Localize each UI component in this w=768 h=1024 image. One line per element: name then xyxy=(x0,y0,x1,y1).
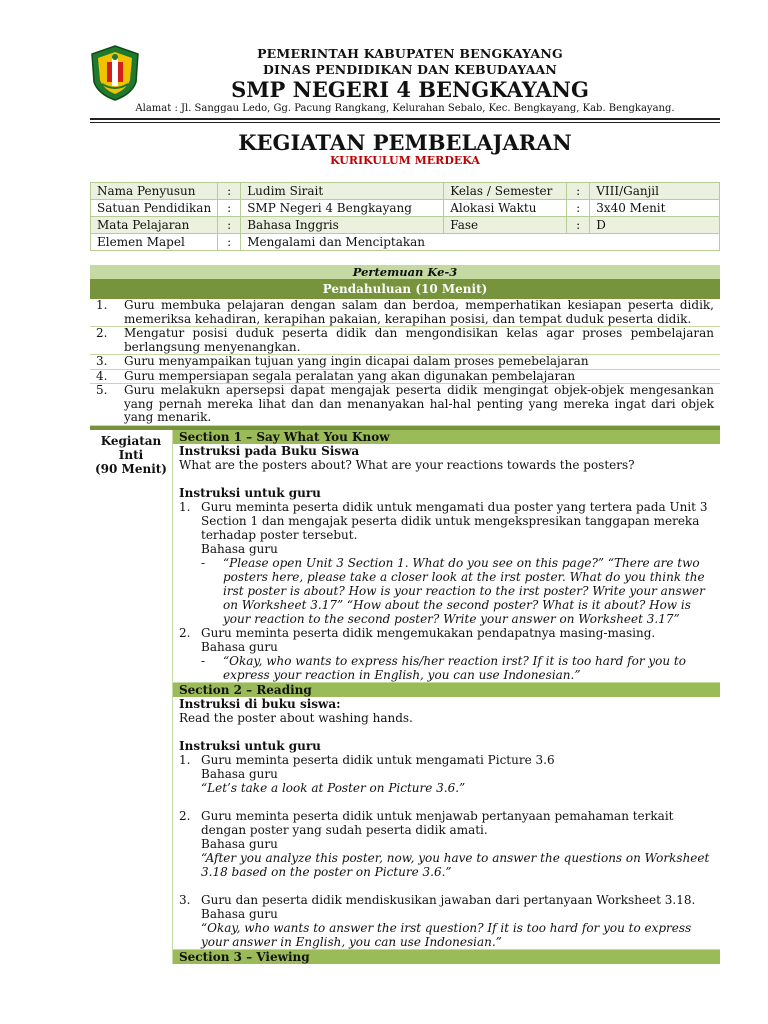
value-cell: Bahasa Inggris xyxy=(241,217,444,234)
label-cell: Satuan Pendidikan xyxy=(91,200,218,217)
value-cell: Ludim Sirait xyxy=(241,183,444,200)
core-duration: (90 Menit) xyxy=(95,461,167,476)
item-number: 4. xyxy=(96,368,108,383)
colon-cell: : xyxy=(218,200,241,217)
student-instruction-heading: Instruksi di buku siswa: xyxy=(179,696,341,711)
value-cell: Mengalami dan Menciptakan xyxy=(241,234,720,251)
header-rule-thin xyxy=(90,122,720,123)
table-row xyxy=(91,200,720,217)
student-instruction-heading: Instruksi pada Buku Siswa xyxy=(179,443,360,458)
label-cell: Nama Penyusun xyxy=(91,183,218,200)
activity-table xyxy=(90,265,720,964)
colon-cell: : xyxy=(218,183,241,200)
identity-table xyxy=(90,182,720,251)
colon-cell: : xyxy=(567,183,590,200)
item-text: Guru dan peserta didik mendiskusikan jawaban dari pertanyaan Worksheet 3.18. xyxy=(201,892,696,907)
quote-text: “Please open Unit 3 Section 1. What do you see on this page?” “There are two posters here, please take a closer look at the irst poster. What do you think the irst poster is about? How is your reaction to the irst poster? Write your answer on Worksheet 3.17” “How about the second poster? What is it about? How is your reaction to the second poster? Write your answer on Worksheet 3.17” xyxy=(223,555,705,626)
colon-cell: : xyxy=(567,217,590,234)
value-cell: D xyxy=(590,217,720,234)
quote-text: “After you analyze this poster, now, you have to answer the questions on Worksheet 3.18 based on the poster on Picture 3.6.” xyxy=(201,850,710,879)
core-activity-label xyxy=(90,430,173,964)
teacher-language-label: Bahasa guru xyxy=(201,766,278,781)
list-item xyxy=(90,327,720,355)
table-row xyxy=(91,234,720,251)
government-line: PEMERINTAH KABUPATEN BENGKAYANG xyxy=(257,46,563,61)
item-number: 5. xyxy=(96,383,108,397)
core-label-line: Inti xyxy=(118,447,144,462)
core-label-line: Kegiatan xyxy=(100,433,162,448)
table-row xyxy=(91,217,720,234)
header-rule-thick xyxy=(90,118,720,120)
curriculum-subtitle: KURIKULUM MERDEKA xyxy=(330,154,480,167)
item-number: 3. xyxy=(179,892,191,907)
list-item xyxy=(90,370,720,385)
item-number: 1. xyxy=(96,298,108,312)
school-address: Alamat : Jl. Sanggau Ledo, Gg. Pacung Rangkang, Kelurahan Sebalo, Kec. Bengkayang, Kab. Bengkayang. xyxy=(135,103,675,114)
section-2-body xyxy=(173,697,720,950)
teacher-language-label: Bahasa guru xyxy=(201,906,278,921)
teacher-quote xyxy=(179,556,714,626)
teacher-language-label: Bahasa guru xyxy=(201,639,278,654)
list-item xyxy=(179,893,714,907)
item-number: 2. xyxy=(96,326,108,340)
list-item xyxy=(179,626,714,640)
student-instruction-text: What are the posters about? What are your reactions towards the posters? xyxy=(179,457,635,472)
item-number: 1. xyxy=(179,499,191,514)
dash-bullet: - xyxy=(201,555,206,570)
label-cell: Alokasi Waktu xyxy=(444,200,567,217)
item-text: Guru meminta peserta didik mengemukakan pendapatnya masing-masing. xyxy=(201,625,656,640)
quote-text: “Okay, who wants to answer the irst question? If it is too hard for you to express your answer in English, you can use Indonesian.” xyxy=(201,920,692,949)
core-activity-content xyxy=(173,430,720,964)
section-3-header: Section 3 – Viewing xyxy=(173,950,720,964)
teacher-instruction-heading: Instruksi untuk guru xyxy=(179,485,321,500)
department-line: DINAS PENDIDIKAN DAN KEBUDAYAAN xyxy=(263,62,557,77)
colon-cell: : xyxy=(567,200,590,217)
core-activity xyxy=(90,430,720,964)
item-text: Guru membuka pelajaran dengan salam dan berdoa, memperhatikan kesiapan peserta didik, memeriksa kehadiran, kerapihan pakaian, kerapihan posisi, dan tempat duduk peserta didik. xyxy=(124,298,714,326)
list-item xyxy=(90,355,720,370)
teacher-instruction-heading: Instruksi untuk guru xyxy=(179,738,321,753)
dash-bullet: - xyxy=(201,653,206,668)
table-row xyxy=(91,183,720,200)
item-number: 1. xyxy=(179,752,191,767)
label-cell: Mata Pelajaran xyxy=(91,217,218,234)
colon-cell: : xyxy=(218,217,241,234)
school-name: SMP NEGERI 4 BENGKAYANG xyxy=(231,77,589,102)
regency-emblem-icon xyxy=(88,44,142,102)
list-item xyxy=(179,500,714,542)
section-1-header: Section 1 – Say What You Know xyxy=(173,430,720,444)
teacher-language-label: Bahasa guru xyxy=(201,836,278,851)
student-instruction-text: Read the poster about washing hands. xyxy=(179,710,413,725)
item-text: Guru meminta peserta didik untuk menjawab pertanyaan pemahaman terkait dengan poster yang sudah peserta didik amati. xyxy=(201,808,674,837)
list-item xyxy=(90,299,720,327)
list-item xyxy=(90,384,720,426)
list-item xyxy=(179,809,714,837)
list-item xyxy=(179,753,714,767)
item-text: Guru mempersiapan segala peralatan yang akan digunakan pembelajaran xyxy=(124,368,576,383)
label-cell: Kelas / Semester xyxy=(444,183,567,200)
introduction-list xyxy=(90,299,720,426)
item-number: 2. xyxy=(179,808,191,823)
label-cell: Elemen Mapel xyxy=(91,234,218,251)
introduction-header: Pendahuluan (10 Menit) xyxy=(90,279,720,299)
item-number: 2. xyxy=(179,625,191,640)
item-text: Mengatur posisi duduk peserta didik dan mengondisikan kelas agar proses pembelajaran berlangsung menyenangkan. xyxy=(124,326,714,354)
item-text: Guru meminta peserta didik untuk mengamati Picture 3.6 xyxy=(201,752,555,767)
item-text: Guru meminta peserta didik untuk mengamati dua poster yang tertera pada Unit 3 Section 1 dan mengajak peserta didik untuk mengekspresikan tanggapan mereka terhadap poster tersebut. xyxy=(201,499,708,542)
label-cell: Fase xyxy=(444,217,567,234)
value-cell: VIII/Ganjil xyxy=(590,183,720,200)
meeting-header: Pertemuan Ke-3 xyxy=(90,265,720,279)
quote-text: “Let’s take a look at Poster on Picture 3.6.” xyxy=(201,780,466,795)
page-title: KEGIATAN PEMBELAJARAN xyxy=(238,130,572,155)
colon-cell: : xyxy=(218,234,241,251)
value-cell: SMP Negeri 4 Bengkayang xyxy=(241,200,444,217)
teacher-language-label: Bahasa guru xyxy=(201,541,278,556)
value-cell: 3x40 Menit xyxy=(590,200,720,217)
teacher-quote xyxy=(179,654,714,682)
quote-text: “Okay, who wants to express his/her reaction irst? If it is too hard for you to express your reaction in English, you can use Indonesian.” xyxy=(223,653,686,682)
item-text: Guru menyampaikan tujuan yang ingin dicapai dalam proses pemebelajaran xyxy=(124,354,589,368)
section-2-header: Section 2 – Reading xyxy=(173,683,720,697)
section-1-body xyxy=(173,444,720,683)
item-number: 3. xyxy=(96,354,108,368)
item-text: Guru melakukn apersepsi dapat mengajak peserta didik mengingat objek-objek mengesankan yang pernah mereka lihat dan dan menanyakan hal-hal penting yang mereka ingat dari objek yang menarik. xyxy=(124,383,714,424)
